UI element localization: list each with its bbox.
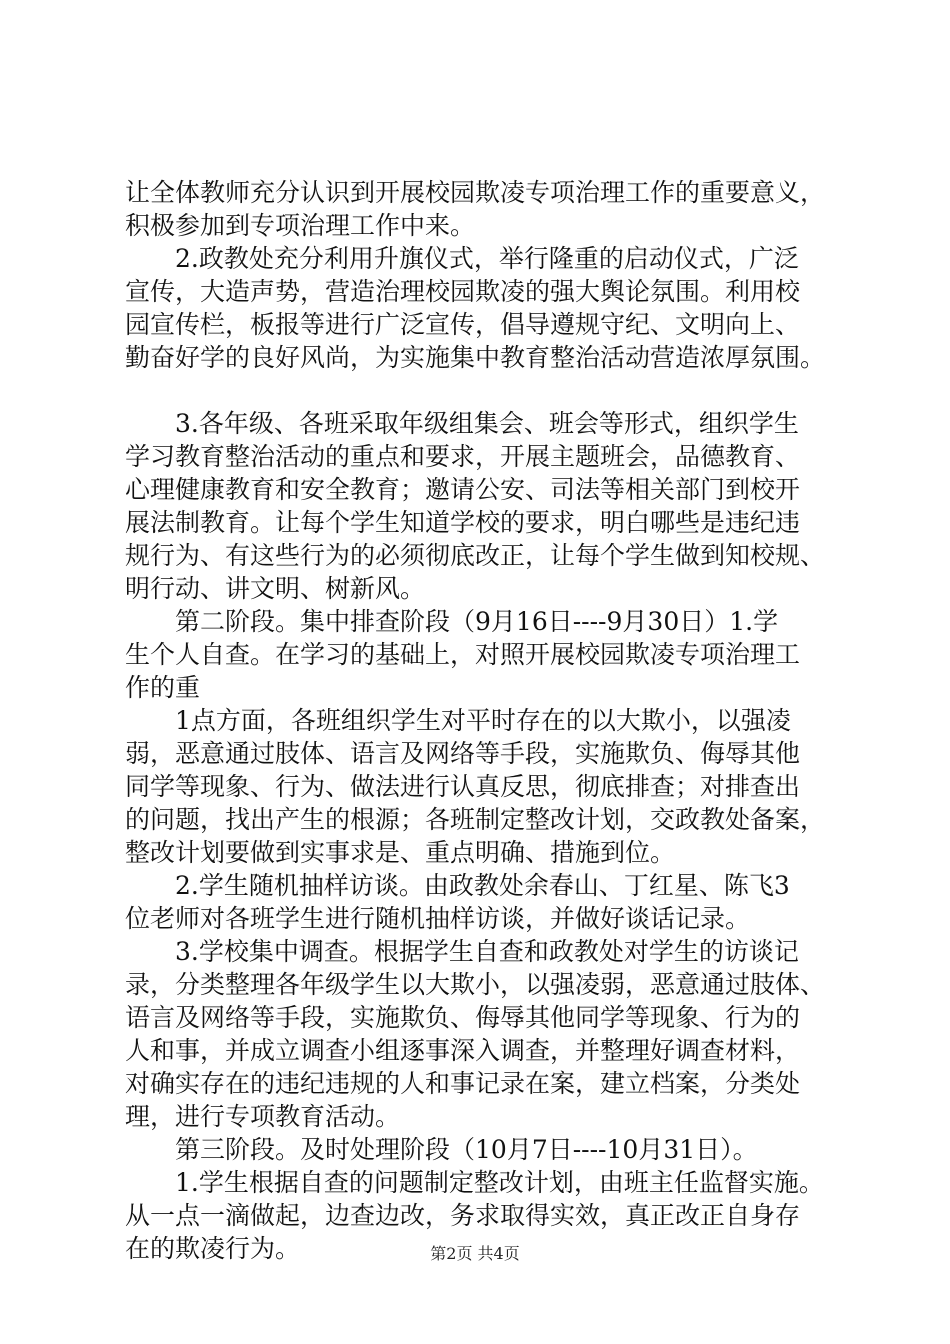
document-body (125, 176, 845, 1265)
paragraph-7: 3.学校集中调查。根据学生自查和政教处对学生的访谈记 录，分类整理各年级学生以大欺小，以强凌弱，恶意通过肢体、 语言及网络等手段，实施欺负、侮辱其他同学等现象、行为的 人和事，并成立调查小组逐事深入调查，并整理好调查材料， 对确实存在的违纪违规的人和事记录在案，建立档案，分类处 理，进行专项教育活动。 (125, 937, 826, 1131)
paragraph-6: 2.学生随机抽样访谈。由政教处余春山、丁红星、陈飞3 位老师对各班学生进行随机抽样访谈，并做好谈话记录。 (125, 871, 790, 933)
paragraph-5: 1点方面，各班组织学生对平时存在的以大欺小，以强凌 弱，恶意通过肢体、语言及网络等手段，实施欺负、侮辱其他 同学等现象、行为、做法进行认真反思，彻底排查；对排查出 的问题，找出产生的根源；各班制定整改计划，交政教处备案， 整改计划要做到实事求是、重点明确、措施到位。 (125, 706, 826, 867)
paragraph-4: 第二阶段。集中排查阶段（9月16日----9月30日）1.学 生个人自查。在学习的基础上，对照开展校园欺凌专项治理工 作的重 (125, 607, 801, 702)
paragraph-9: 1.学生根据自查的问题制定整改计划，由班主任监督实施。 从一点一滴做起，边查边改，务求取得实效，真正改正自身存 在的欺凌行为。 (125, 1168, 824, 1263)
paragraph-3: 3.各年级、各班采取年级组集会、班会等形式，组织学生 学习教育整治活动的重点和要求，开展主题班会，品德教育、 心理健康教育和安全教育；邀请公安、司法等相关部门到校开 展法制教育。让每个学生知道学校的要求，明白哪些是违纪违 规行为、有这些行为的必须彻底改正，让每个学生做到知校规、 明行动、讲文明、树新风。 (125, 409, 826, 603)
page-footer: 第2页 共4页 (430, 1244, 520, 1263)
paragraph-8: 第三阶段。及时处理阶段（10月7日----10月31日）。 (175, 1135, 758, 1164)
paragraph-1: 让全体教师充分认识到开展校园欺凌专项治理工作的重要意义， 积极参加到专项治理工作中来。 (125, 178, 826, 240)
paragraph-gap (125, 374, 845, 407)
paragraph-2: 2.政教处充分利用升旗仪式，举行隆重的启动仪式，广泛 宣传，大造声势，营造治理校园欺凌的强大舆论氛围。利用校 园宣传栏，板报等进行广泛宣传，倡导遵规守纪、文明向上、 勤奋好学的良好风尚，为实施集中教育整治活动营造浓厚氛围。 (125, 244, 826, 372)
